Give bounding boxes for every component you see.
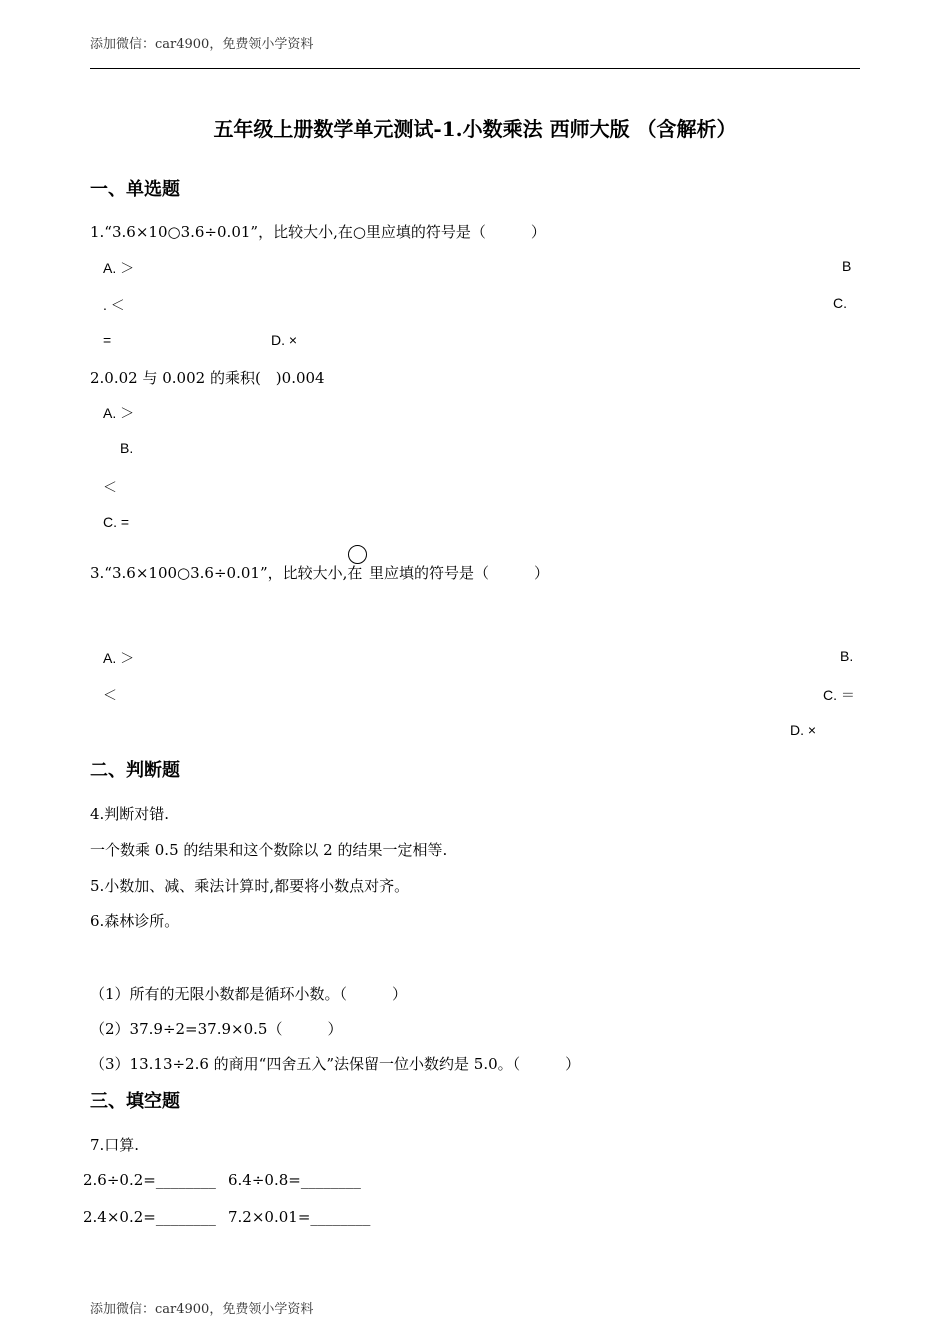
question-1-option-a: A. ＞ bbox=[103, 260, 135, 276]
question-4-stem: 4.判断对错. bbox=[90, 805, 170, 823]
section-heading-fill-in: 三、填空题 bbox=[90, 1091, 180, 1112]
question-1-option-c-letter: C. bbox=[833, 295, 847, 311]
question-3-stem-start: 3.“3.6×100○3.6÷0.01”，比较大小,在 bbox=[90, 564, 363, 582]
oral-calc-4: 7.2×0.01=________ bbox=[228, 1208, 371, 1226]
document-title: 五年级上册数学单元测试-1.小数乘法 西师大版 （含解析） bbox=[213, 117, 737, 141]
question-2-option-b-letter: B. bbox=[120, 440, 134, 456]
question-1-option-c-symbol: = bbox=[103, 332, 112, 348]
header-rule bbox=[90, 68, 860, 69]
question-3-option-a: A. ＞ bbox=[103, 650, 135, 666]
section-heading-true-false: 二、判断题 bbox=[90, 760, 180, 781]
question-7-stem: 7.口算. bbox=[90, 1136, 140, 1154]
question-2-option-b-symbol: ＜ bbox=[103, 479, 117, 495]
question-3-option-c: C. ＝ bbox=[823, 687, 855, 703]
question-1-option-b-symbol: . ＜ bbox=[103, 297, 125, 313]
question-6-part-2: （2）37.9÷2=37.9×0.5（ ） bbox=[90, 1020, 343, 1038]
question-6-part-3: （3）13.13÷2.6 的商用“四舍五入”法保留一位小数约是 5.0。（ ） bbox=[90, 1055, 581, 1073]
question-3-option-b-symbol: ＜ bbox=[103, 687, 117, 703]
question-6-part-1: （1）所有的无限小数都是循环小数。（ ） bbox=[90, 985, 408, 1003]
question-3-option-d: D. × bbox=[790, 722, 817, 738]
oral-calc-3: 2.4×0.2=________ bbox=[83, 1208, 216, 1226]
question-4-statement: 一个数乘 0.5 的结果和这个数除以 2 的结果一定相等. bbox=[90, 841, 448, 859]
oral-calc-1: 2.6÷0.2=________ bbox=[83, 1171, 216, 1189]
question-1-option-b-letter: B bbox=[842, 258, 852, 274]
question-1-option-d: D. × bbox=[271, 332, 298, 348]
section-heading-single-choice: 一、单选题 bbox=[90, 179, 180, 200]
question-3-stem-end: 里应填的符号是（ ） bbox=[369, 564, 550, 582]
question-2-stem: 2.0.02 与 0.002 的乘积( )0.004 bbox=[90, 369, 325, 387]
question-1-stem: 1.“3.6×10○3.6÷0.01”，比较大小,在○里应填的符号是（ ） bbox=[90, 223, 546, 241]
question-5-stem: 5.小数加、减、乘法计算时,都要将小数点对齐。 bbox=[90, 877, 410, 895]
question-6-stem: 6.森林诊所。 bbox=[90, 912, 180, 930]
question-3-option-b-letter: B. bbox=[840, 648, 854, 664]
footer-watermark: 添加微信：car4900，免费领小学资料 bbox=[90, 1302, 314, 1317]
question-2-option-a: A. ＞ bbox=[103, 405, 135, 421]
question-2-option-c: C. = bbox=[103, 514, 130, 530]
circle-symbol bbox=[348, 545, 367, 564]
header-watermark: 添加微信：car4900，免费领小学资料 bbox=[90, 37, 314, 52]
oral-calc-2: 6.4÷0.8=________ bbox=[228, 1171, 361, 1189]
